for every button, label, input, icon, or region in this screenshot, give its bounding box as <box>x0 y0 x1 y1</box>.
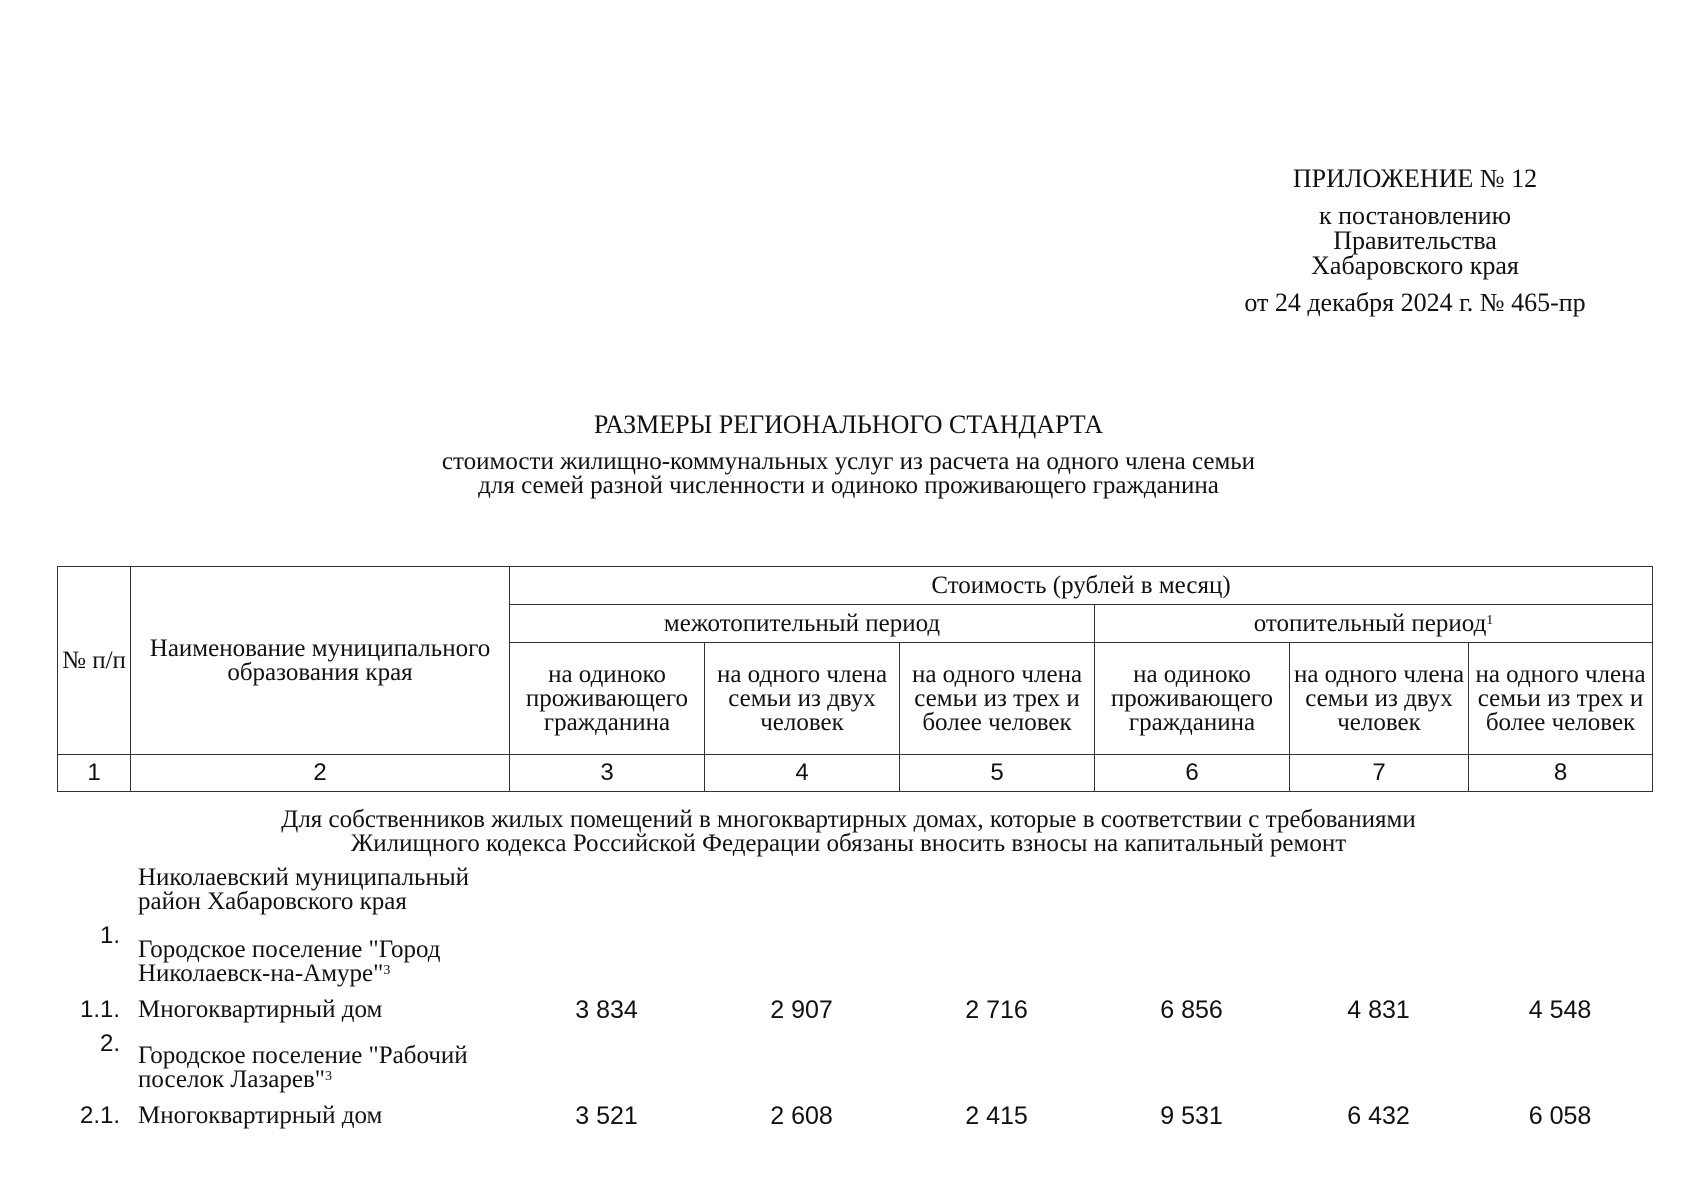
table-row <box>57 914 1652 986</box>
row-name: Многоквартирный дом <box>138 1102 383 1129</box>
col-number: 7 <box>1290 755 1469 792</box>
row-number: 1.1. <box>79 996 120 1023</box>
settlement-label: Городское поселение "Рабочий поселок Лазарев" <box>138 1042 468 1093</box>
header-col-3: на одиноко проживающего гражданина <box>510 643 705 755</box>
cell-value: 4 831 <box>1347 996 1410 1024</box>
appendix-line-2: Правительства <box>1333 226 1497 255</box>
header-col-7: на одного члена семьи из двух человек <box>1290 643 1469 755</box>
col-number: 8 <box>1469 755 1653 792</box>
header-col-6: на одиноко проживающего гражданина <box>1095 643 1290 755</box>
row-number: 2.1. <box>79 1102 120 1129</box>
header-col-5: на одного члена семьи из трех и более человек <box>900 643 1095 755</box>
col-number: 5 <box>900 755 1095 792</box>
appendix-date: от 24 декабря 2024 г. № 465-пр <box>1244 288 1586 317</box>
cell-value: 3 834 <box>575 996 638 1024</box>
cell-value: 2 907 <box>770 996 833 1024</box>
section-note-line-2: Жилищного кодекса Российской Федерации обязаны вносить взносы на капитальный ремонт <box>350 830 1347 857</box>
subtitle-line-2: для семей разной численности и одиноко проживающего гражданина <box>478 472 1219 499</box>
footnote-mark: 3 <box>383 963 391 978</box>
col-number: 2 <box>131 755 510 792</box>
row-number: 2. <box>99 1030 120 1057</box>
header-col-8: на одного члена семьи из трех и более человек <box>1469 643 1653 755</box>
document-subtitle <box>0 450 1697 498</box>
cell-value: 3 521 <box>575 1102 638 1130</box>
col-number: 1 <box>58 755 131 792</box>
cell-value: 6 432 <box>1347 1102 1410 1130</box>
cell-value: 6 058 <box>1528 1102 1592 1130</box>
cell-value: 2 716 <box>965 996 1028 1024</box>
appendix-line-1: к постановлению <box>1318 201 1512 230</box>
footnote-mark: 1 <box>1486 612 1494 628</box>
col-number: 4 <box>705 755 900 792</box>
settlement-name <box>130 1022 509 1092</box>
table-row <box>57 1092 1652 1128</box>
region-name: Николаевский муниципальный район Хабаровского края <box>138 864 470 915</box>
row-number: 1. <box>99 922 120 949</box>
table-row <box>57 1022 1652 1092</box>
document-title: РАЗМЕРЫ РЕГИОНАЛЬНОГО СТАНДАРТА <box>593 410 1104 439</box>
header-name: Наименование муниципального образования края <box>131 567 510 755</box>
header-cost: Стоимость (рублей в месяц) <box>510 567 1653 605</box>
subtitle-line-1: стоимости жилищно-коммунальных услуг из расчета на одного члена семьи <box>441 448 1256 475</box>
cell-value: 2 415 <box>965 1102 1028 1130</box>
cell-value: 4 548 <box>1528 996 1592 1024</box>
cell-value: 2 608 <box>770 1102 833 1130</box>
section-note-line-1: Для собственников жилых помещений в многоквартирных домах, которые в соответствии с требованиями <box>281 806 1416 833</box>
table-row <box>57 986 1652 1022</box>
header-num: № п/п <box>58 567 131 755</box>
col-number: 6 <box>1095 755 1290 792</box>
cell-value: 6 856 <box>1160 996 1223 1024</box>
table-row <box>57 864 1652 914</box>
table-header <box>57 566 1653 792</box>
table-body <box>57 864 1652 1128</box>
col-number: 3 <box>510 755 705 792</box>
header-col-4: на одного члена семьи из двух человек <box>705 643 900 755</box>
header-period-b <box>1095 605 1653 643</box>
appendix-block <box>1205 166 1625 315</box>
settlement-name <box>130 914 509 986</box>
appendix-number: ПРИЛОЖЕНИЕ № 12 <box>1292 164 1538 193</box>
period-b-label: отопительный период <box>1253 609 1487 637</box>
settlement-label: Городское поселение "Город Николаевск-на-Амуре" <box>138 936 441 987</box>
header-period-a: межотопительный период <box>510 605 1095 643</box>
footnote-mark: 3 <box>325 1069 332 1084</box>
row-name: Многоквартирный дом <box>138 996 383 1023</box>
cell-value: 9 531 <box>1160 1102 1223 1130</box>
section-note <box>0 808 1697 856</box>
appendix-line-3: Хабаровского края <box>1311 251 1519 280</box>
